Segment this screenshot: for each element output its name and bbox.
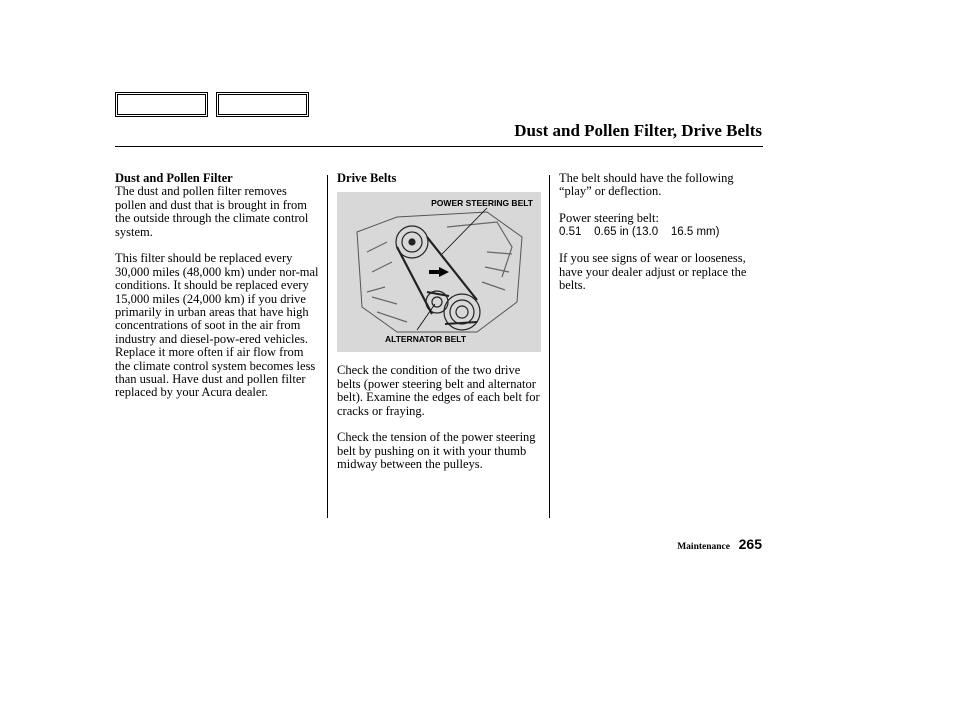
- nav-tab-box-1[interactable]: [115, 92, 208, 117]
- label-power-steering-belt: POWER STEERING BELT: [431, 198, 533, 209]
- wear-advice-paragraph: If you see signs of wear or looseness, have your dealer adjust or replace the belts.: [559, 251, 747, 293]
- page-title: Dust and Pollen Filter, Drive Belts: [514, 121, 762, 140]
- section-heading-dust-pollen-filter: Dust and Pollen Filter: [115, 171, 233, 185]
- footer-section-name: Maintenance: [677, 542, 730, 552]
- deflection-intro-paragraph: The belt should have the following “play” or deflection.: [559, 171, 734, 199]
- column-divider-2: [549, 175, 550, 518]
- drive-belt-illustration: [337, 192, 541, 352]
- header-rule: [115, 146, 763, 147]
- filter-replacement-paragraph: This filter should be replaced every 30,000 miles (48,000 km) under nor-mal conditions. It should be replaced every 15,000 miles (24,000 km) if you drive primarily in urban areas that have high concentrations of soot in the air from industry and diesel-pow-ered vehicles. Replace it more often if air flow from the climate control system becomes less than usual. Have dust and pollen filter replaced by your Acura dealer.: [115, 251, 319, 400]
- spec-value: 0.51 0.65 in (13.0 16.5 mm): [559, 225, 720, 238]
- column-dust-pollen-filter: [115, 172, 321, 400]
- column-drive-belts: [337, 172, 543, 472]
- section-heading-drive-belts: Drive Belts: [337, 171, 397, 185]
- page-number: 265: [738, 536, 762, 552]
- filter-description-paragraph: The dust and pollen filter removes pollen and dust that is brought in from the outside through the climate control system.: [115, 184, 309, 239]
- column-divider-1: [327, 175, 328, 518]
- nav-tab-box-2[interactable]: [216, 92, 309, 117]
- belt-condition-paragraph: Check the condition of the two drive belts (power steering belt and alternator belt). Examine the edges of each belt for cracks or fraying.: [337, 363, 540, 418]
- engine-belt-drawing: [337, 192, 541, 352]
- column-belt-deflection: [559, 172, 765, 293]
- label-alternator-belt: ALTERNATOR BELT: [385, 334, 467, 344]
- belt-tension-paragraph: Check the tension of the power steering belt by pushing on it with your thumb midway between the pulleys.: [337, 430, 536, 472]
- spec-label: Power steering belt:: [559, 211, 659, 226]
